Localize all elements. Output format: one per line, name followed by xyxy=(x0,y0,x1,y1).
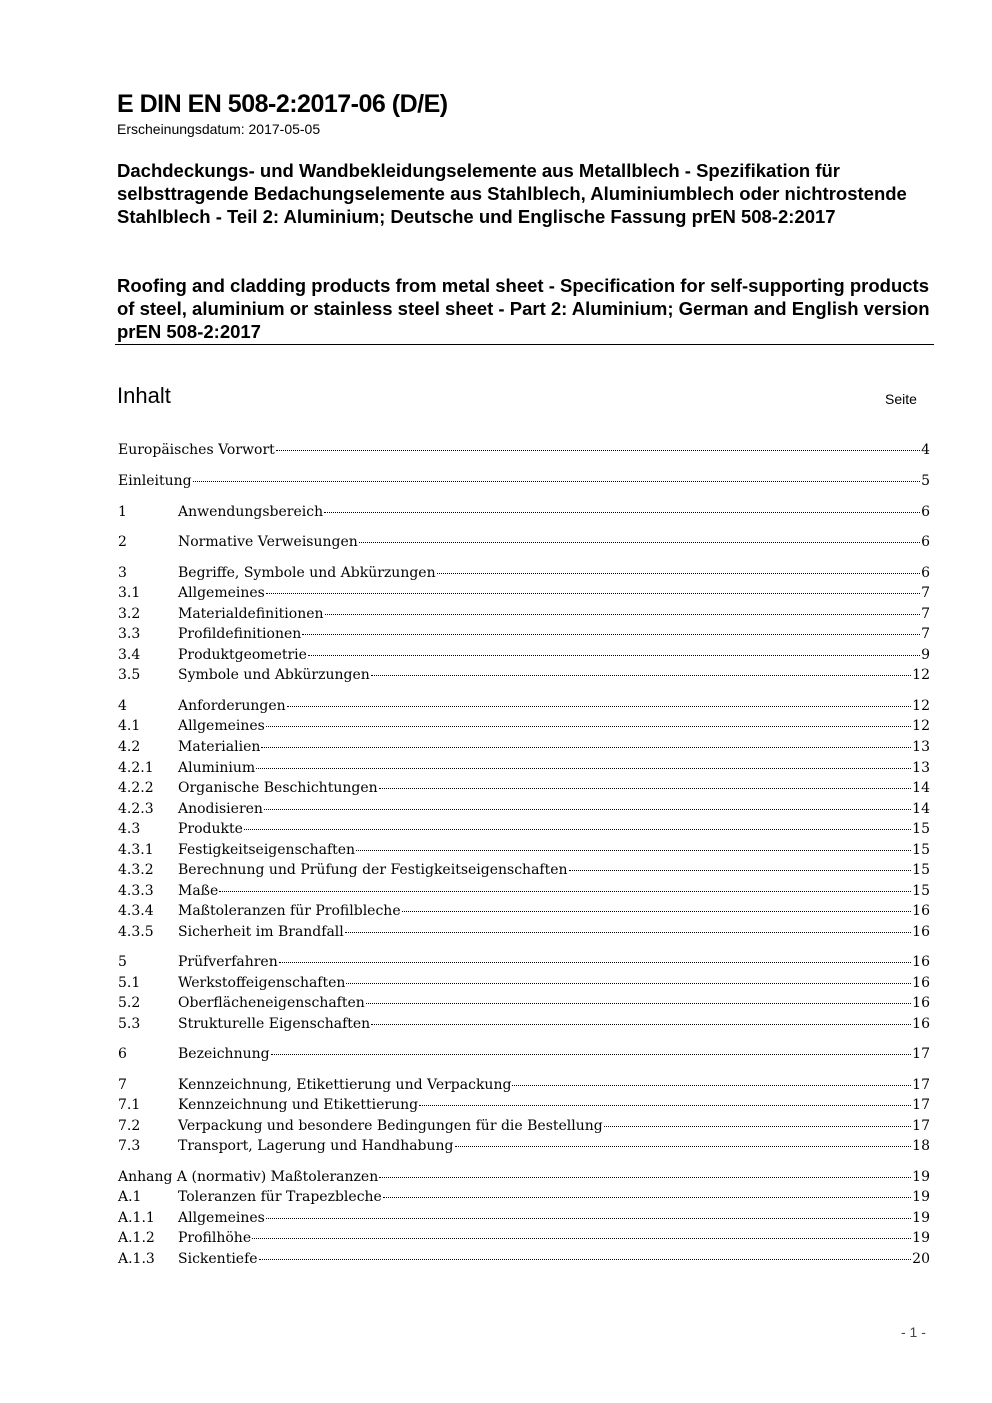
toc-entry-title: Anforderungen xyxy=(178,698,286,714)
toc-entry-number: 3.3 xyxy=(118,626,141,642)
toc-entry-number: 7.1 xyxy=(118,1097,141,1113)
toc-entry-page: 6 xyxy=(921,504,930,520)
toc-entry-page: 6 xyxy=(921,534,930,550)
toc-entry[interactable] xyxy=(118,1136,930,1156)
toc-entry-page: 19 xyxy=(912,1230,930,1246)
toc-entry-number: 7.3 xyxy=(118,1138,141,1154)
toc-entry[interactable] xyxy=(118,737,930,757)
toc-entry-number: 4.2 xyxy=(118,739,141,755)
toc-entry-page: 20 xyxy=(912,1251,930,1267)
toc-entry-page: 17 xyxy=(912,1046,930,1062)
toc-dot-leader xyxy=(193,481,921,482)
toc-entry-number: 4.2.3 xyxy=(118,801,154,817)
toc-dot-leader xyxy=(366,1003,911,1004)
toc-entry-title: Einleitung xyxy=(118,473,192,489)
toc-entry[interactable] xyxy=(118,1167,930,1187)
toc-entry[interactable] xyxy=(118,1187,930,1207)
toc-dot-leader xyxy=(324,512,920,513)
toc-entry[interactable] xyxy=(118,440,930,460)
toc-dot-leader xyxy=(512,1085,911,1086)
toc-entry-page: 17 xyxy=(912,1118,930,1134)
toc-entry-page: 16 xyxy=(912,954,930,970)
toc-dot-leader xyxy=(356,850,911,851)
toc-dot-leader xyxy=(346,983,911,984)
toc-entry-title: Sicherheit im Brandfall xyxy=(178,924,344,940)
toc-dot-leader xyxy=(379,788,912,789)
toc-entry-page: 18 xyxy=(912,1138,930,1154)
toc-entry-page: 5 xyxy=(921,473,930,489)
toc-entry[interactable] xyxy=(118,645,930,665)
toc-entry-page: 17 xyxy=(912,1097,930,1113)
toc-dot-leader xyxy=(604,1126,911,1127)
toc-entry-page: 6 xyxy=(921,565,930,581)
toc-entry-page: 7 xyxy=(921,585,930,601)
toc-entry[interactable] xyxy=(118,840,930,860)
toc-entry[interactable] xyxy=(118,973,930,993)
toc-entry-page: 15 xyxy=(912,862,930,878)
toc-entry[interactable] xyxy=(118,952,930,972)
toc-entry-title: Anodisieren xyxy=(178,801,263,817)
toc-entry-title: Normative Verweisungen xyxy=(178,534,358,550)
toc-entry-page: 12 xyxy=(912,667,930,683)
toc-entry-number: 5 xyxy=(118,954,127,970)
toc-dot-leader xyxy=(345,932,911,933)
toc-entry[interactable] xyxy=(118,1116,930,1136)
toc-entry[interactable] xyxy=(118,922,930,942)
toc-dot-leader xyxy=(271,1054,912,1055)
toc-entry-number: 4.3.1 xyxy=(118,842,154,858)
toc-dot-leader xyxy=(252,1238,911,1239)
toc-entry-title: Produkte xyxy=(178,821,243,837)
toc-entry-title: Allgemeines xyxy=(178,585,265,601)
toc-entry-number: 7.2 xyxy=(118,1118,141,1134)
toc-entry-page: 14 xyxy=(912,780,930,796)
toc-heading: Inhalt xyxy=(117,383,171,408)
toc-entry-title: Oberflächeneigenschaften xyxy=(178,995,365,1011)
toc-dot-leader xyxy=(266,1218,911,1219)
toc-entry-number: 3.1 xyxy=(118,585,141,601)
toc-dot-leader xyxy=(371,1024,911,1025)
toc-entry-number: A.1.3 xyxy=(118,1251,155,1267)
toc-entry[interactable] xyxy=(118,1228,930,1248)
toc-entry-number: 6 xyxy=(118,1046,127,1062)
toc-dot-leader xyxy=(287,706,912,707)
toc-dot-leader xyxy=(219,891,911,892)
toc-entry-title: Europäisches Vorwort xyxy=(118,442,275,458)
toc-entry[interactable] xyxy=(118,624,930,644)
toc-entry-number: 4.3.5 xyxy=(118,924,154,940)
toc-dot-leader xyxy=(276,450,920,451)
toc-dot-leader xyxy=(266,593,920,594)
toc-entry-title: Begriffe, Symbole und Abkürzungen xyxy=(178,565,436,581)
toc-entry-title: Anhang A (normativ) Maßtoleranzen xyxy=(118,1169,379,1185)
toc-entry[interactable] xyxy=(118,1208,930,1228)
toc-entry-title: Bezeichnung xyxy=(178,1046,270,1062)
toc-dot-leader xyxy=(325,614,921,615)
toc-dot-leader xyxy=(379,1177,911,1178)
toc-dot-leader xyxy=(264,809,911,810)
toc-entry-number: 4.3.3 xyxy=(118,883,154,899)
toc-dot-leader xyxy=(261,747,911,748)
toc-dot-leader xyxy=(259,1259,912,1260)
toc-entry-title: Aluminium xyxy=(178,760,256,776)
toc-entry-number: A.1.1 xyxy=(118,1210,155,1226)
toc-entry-number: 3.4 xyxy=(118,647,141,663)
toc-entry-number: 2 xyxy=(118,534,127,550)
toc-entry-page: 15 xyxy=(912,883,930,899)
toc-dot-leader xyxy=(256,768,911,769)
toc-entry[interactable] xyxy=(118,778,930,798)
toc-entry-number: 3.2 xyxy=(118,606,141,622)
toc-entry-title: Symbole und Abkürzungen xyxy=(178,667,370,683)
page-number: - 1 - xyxy=(901,1324,926,1340)
title-german: Dachdeckungs- und Wandbekleidungselemente aus Metallblech - Spezifikation für selbsttragende Bedachungselemente aus Stahlblech, Aluminiumblech oder nichtrostende Stahlblech - Teil 2: Aluminium; Deutsche und Englische Fassung prEN 508-2:2017 xyxy=(117,160,907,227)
toc-entry-title: Prüfverfahren xyxy=(178,954,278,970)
toc-entry-title: Profildefinitionen xyxy=(178,626,302,642)
toc-entry[interactable] xyxy=(118,563,930,583)
toc-entry-title: Strukturelle Eigenschaften xyxy=(178,1016,371,1032)
toc-entry-title: Werkstoffeigenschaften xyxy=(178,975,346,991)
toc-entry-page: 16 xyxy=(912,1016,930,1032)
toc-entry-page: 17 xyxy=(912,1077,930,1093)
toc-entry-number: 4.3.2 xyxy=(118,862,154,878)
toc-dot-leader xyxy=(383,1197,911,1198)
toc-entry[interactable] xyxy=(118,502,930,522)
toc-entry-title: Verpackung und besondere Bedingungen für die Bestellung xyxy=(178,1118,603,1134)
toc-entry[interactable] xyxy=(118,604,930,624)
toc-entry-page: 13 xyxy=(912,739,930,755)
toc-entry-title: Kennzeichnung, Etikettierung und Verpackung xyxy=(178,1077,512,1093)
toc-entry-page: 15 xyxy=(912,821,930,837)
toc-entry-page: 7 xyxy=(921,626,930,642)
toc-entry-number: 5.3 xyxy=(118,1016,141,1032)
toc-page-label: Seite xyxy=(885,391,917,407)
toc-entry-page: 12 xyxy=(912,718,930,734)
toc-dot-leader xyxy=(402,911,912,912)
toc-entry-title: Allgemeines xyxy=(178,1210,265,1226)
toc-entry[interactable] xyxy=(118,1075,930,1095)
toc-dot-leader xyxy=(308,655,920,656)
toc-dot-leader xyxy=(244,829,911,830)
toc-entry[interactable] xyxy=(118,799,930,819)
toc-entry[interactable] xyxy=(118,881,930,901)
toc-entry[interactable] xyxy=(118,665,930,685)
toc-entry-page: 19 xyxy=(912,1189,930,1205)
toc-entry-number: 4.2.2 xyxy=(118,780,154,796)
document-id: E DIN EN 508-2:2017-06 (D/E) xyxy=(117,90,448,118)
toc-entry-page: 12 xyxy=(912,698,930,714)
toc-entry[interactable] xyxy=(118,696,930,716)
toc-entry-title: Festigkeitseigenschaften xyxy=(178,842,356,858)
toc-entry-number: A.1 xyxy=(118,1189,142,1205)
toc-entry-number: 1 xyxy=(118,504,127,520)
toc-entry-number: 5.1 xyxy=(118,975,141,991)
toc-entry-page: 19 xyxy=(912,1169,930,1185)
toc-entry-page: 16 xyxy=(912,903,930,919)
toc-entry-page: 9 xyxy=(921,647,930,663)
toc-entry-number: 4.2.1 xyxy=(118,760,154,776)
toc-entry-title: Maßtoleranzen für Profilbleche xyxy=(178,903,401,919)
toc-entry-number: 5.2 xyxy=(118,995,141,1011)
toc-entry-number: 4.3 xyxy=(118,821,141,837)
toc-entry-page: 7 xyxy=(921,606,930,622)
toc-entry-number: 4.1 xyxy=(118,718,141,734)
toc-entry[interactable] xyxy=(118,1249,930,1269)
toc-entry[interactable] xyxy=(118,583,930,603)
toc-dot-leader xyxy=(359,542,920,543)
toc-entry-title: Berechnung und Prüfung der Festigkeitseigenschaften xyxy=(178,862,568,878)
toc-entry-title: Toleranzen für Trapezbleche xyxy=(178,1189,382,1205)
toc-entry-title: Materialdefinitionen xyxy=(178,606,324,622)
toc-entry-title: Sickentiefe xyxy=(178,1251,258,1267)
toc-entry[interactable] xyxy=(118,901,930,921)
toc-dot-leader xyxy=(419,1105,911,1106)
toc-entry[interactable] xyxy=(118,1095,930,1115)
toc-entry-number: 3 xyxy=(118,565,127,581)
toc-entry-title: Anwendungsbereich xyxy=(178,504,324,520)
toc-entry-page: 14 xyxy=(912,801,930,817)
toc-dot-leader xyxy=(569,870,912,871)
toc-entry-page: 19 xyxy=(912,1210,930,1226)
header-divider xyxy=(115,344,934,345)
toc-dot-leader xyxy=(371,675,911,676)
toc-entry-page: 16 xyxy=(912,995,930,1011)
toc-entry[interactable] xyxy=(118,1044,930,1064)
toc-entry-title: Organische Beschichtungen xyxy=(178,780,378,796)
toc-dot-leader xyxy=(302,634,920,635)
toc-entry[interactable] xyxy=(118,532,930,552)
toc-entry-page: 15 xyxy=(912,842,930,858)
toc-dot-leader xyxy=(437,573,920,574)
toc-entry-title: Materialien xyxy=(178,739,261,755)
toc-entry-number: 4.3.4 xyxy=(118,903,154,919)
toc-dot-leader xyxy=(279,962,911,963)
toc-entry-title: Profilhöhe xyxy=(178,1230,252,1246)
toc-entry-title: Maße xyxy=(178,883,219,899)
toc-entry[interactable] xyxy=(118,716,930,736)
toc-entry[interactable] xyxy=(118,993,930,1013)
toc-entry-number: 4 xyxy=(118,698,127,714)
toc-entry-page: 13 xyxy=(912,760,930,776)
toc-entry-number: 3.5 xyxy=(118,667,141,683)
toc-entry-page: 16 xyxy=(912,975,930,991)
toc-entry[interactable] xyxy=(118,1014,930,1034)
toc-entry[interactable] xyxy=(118,819,930,839)
toc-dot-leader xyxy=(455,1146,912,1147)
toc-entry-number: 7 xyxy=(118,1077,127,1093)
toc-entry[interactable] xyxy=(118,471,930,491)
toc-entry-title: Allgemeines xyxy=(178,718,265,734)
title-english: Roofing and cladding products from metal sheet - Specification for self-supporting products of steel, aluminium or stainless steel sheet - Part 2: Aluminium; German and English version prEN 508-2:2017 xyxy=(117,275,930,342)
toc-entry[interactable] xyxy=(118,860,930,880)
toc-entry-number: A.1.2 xyxy=(118,1230,155,1246)
toc-dot-leader xyxy=(266,726,911,727)
toc-entry[interactable] xyxy=(118,758,930,778)
toc-entry-page: 4 xyxy=(921,442,930,458)
publication-date: Erscheinungsdatum: 2017-05-05 xyxy=(117,121,321,137)
toc-entry-title: Transport, Lagerung und Handhabung xyxy=(178,1138,454,1154)
toc-entry-title: Produktgeometrie xyxy=(178,647,307,663)
toc-entry-page: 16 xyxy=(912,924,930,940)
toc-entry-title: Kennzeichnung und Etikettierung xyxy=(178,1097,419,1113)
